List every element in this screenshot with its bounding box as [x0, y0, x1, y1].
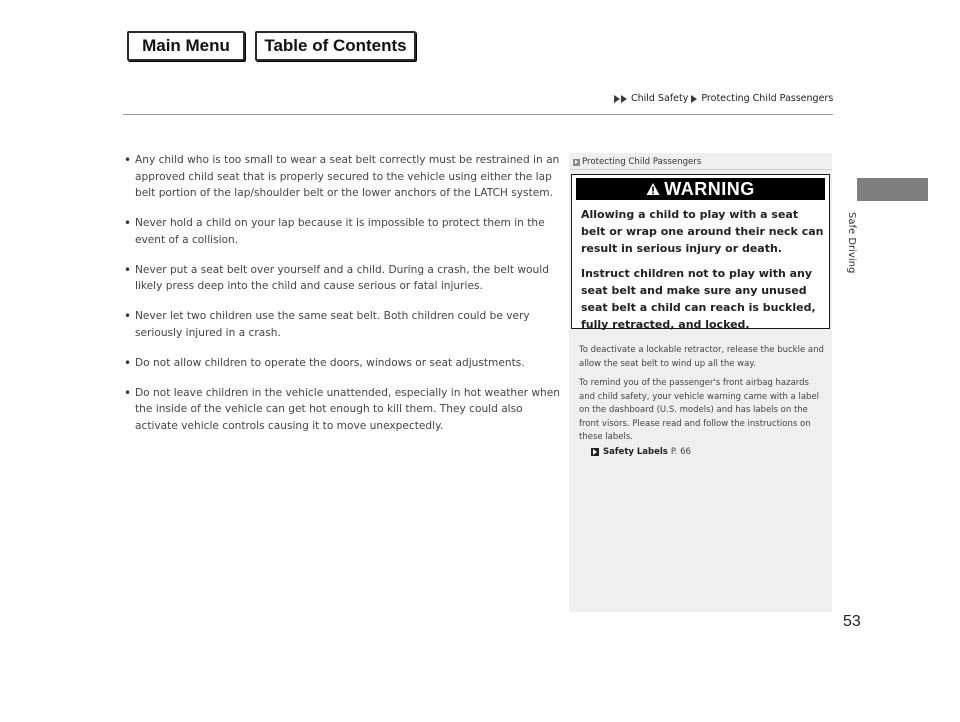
warning-header	[576, 178, 825, 200]
breadcrumb-protecting-child-passengers: Protecting Child Passengers	[701, 93, 834, 104]
list-item: • Never put a seat belt over yourself and a child. During a crash, the belt would likely press deep into the child and cause serious or fatal injuries.	[124, 262, 549, 292]
note-lockable-retractor: To deactivate a lockable retractor, release the buckle and allow the seat belt to wind up all the way.	[579, 345, 824, 369]
warning-box	[571, 174, 830, 329]
side-note-divider	[569, 169, 832, 170]
breadcrumb-arrow-icon	[614, 95, 620, 103]
bullet-icon: •	[124, 309, 132, 323]
main-menu-button[interactable]: Main Menu	[127, 31, 245, 61]
side-note-panel	[569, 153, 832, 612]
list-item: • Never hold a child on your lap because it is impossible to protect them in the event of a collision.	[124, 216, 545, 246]
list-item: • Do not leave children in the vehicle unattended, especially in hot weather when the inside of the vehicle can get hot enough to kill them. They could also activate vehicle controls causing it to move unexpectedly.	[124, 385, 560, 432]
side-note-body	[579, 344, 827, 459]
reference-arrow-icon	[573, 159, 580, 166]
note-safety-labels: To remind you of the passenger's front airbag hazards and child safety, your vehicle warning came with a label on the dashboard (U.S. models) and has labels on the front visors. Please read and follow the instructions on these labels.	[579, 378, 820, 442]
breadcrumb-arrow-icon	[621, 95, 627, 103]
list-item: • Do not allow children to operate the doors, windows or seat adjustments.	[124, 355, 525, 370]
bullet-list	[124, 152, 564, 448]
bullet-icon: •	[124, 216, 132, 230]
link-arrow-icon	[591, 448, 599, 456]
safety-labels-link[interactable]: Safety Labels P. 66	[579, 446, 827, 460]
list-item: • Any child who is too small to wear a seat belt correctly must be restrained in an approved child seat that is properly secured to the vehicle using either the lap belt portion of the lap/shoulder belt or the lower anchors of the LATCH system.	[124, 153, 560, 199]
warning-text: Allowing a child to play with a seat belt or wrap one around their neck can result in serious injury or death. Instruct children not to play with any seat belt and make sure any unused seat belt a child can reach is buckled, fully retracted, and locked.	[581, 208, 824, 331]
warning-title: WARNING	[664, 178, 755, 199]
bullet-icon: •	[124, 385, 132, 400]
bullet-icon: •	[124, 355, 132, 370]
warning-triangle-icon	[646, 182, 660, 196]
bullet-icon: •	[124, 153, 132, 167]
page-number: 53	[843, 613, 861, 630]
section-tab-label: Safe Driving	[846, 212, 857, 274]
bullet-icon: •	[124, 262, 132, 277]
side-note-heading: Protecting Child Passengers	[573, 157, 701, 167]
table-of-contents-button[interactable]: Table of Contents	[255, 31, 416, 61]
breadcrumb-child-safety[interactable]: Child Safety	[631, 93, 689, 104]
breadcrumb	[614, 93, 833, 104]
list-item: • Never let two children use the same seat belt. Both children could be very seriously injured in a crash.	[124, 309, 530, 339]
section-tab[interactable]	[857, 178, 928, 201]
header-divider	[123, 114, 833, 115]
breadcrumb-arrow-icon	[691, 95, 697, 103]
